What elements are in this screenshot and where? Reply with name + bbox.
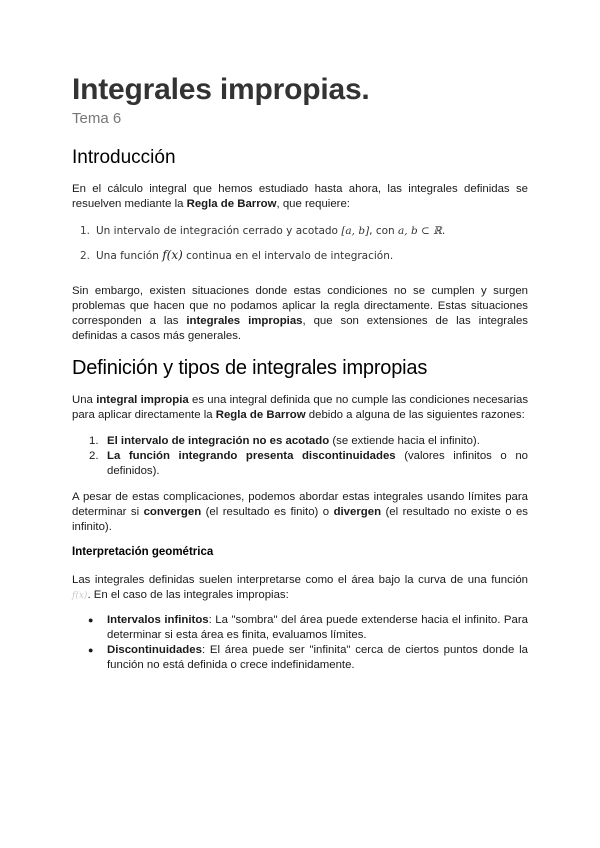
intro-heading: Introducción [72,147,176,168]
text-run: continua en el intervalo de integración. [182,250,394,262]
text-run: Un intervalo de integración cerrado y acotado [96,225,342,237]
bullet-icon: ● [88,645,94,655]
requirement-item-1 [80,224,445,238]
requirement-item-2 [80,248,393,263]
text-run: , con [369,225,399,237]
list-item [72,643,528,673]
text-run: . [441,225,446,237]
bold-term: Intervalos infinitos [107,614,209,626]
bold-term: Regla de Barrow [186,198,277,210]
interpretation-list [72,613,528,673]
list-item [72,434,528,449]
text-run: (valores infinitos o no definidos). [107,450,528,477]
bold-term: El intervalo de integración no es acotado [107,435,330,447]
math-expression: a, b ⊂ ℝ [398,225,442,237]
reasons-list [72,434,528,479]
document-subtitle: Tema 6 [72,110,122,127]
intro-paragraph-1 [72,182,528,212]
text-run: debido a alguna de las siguientes razones: [305,409,525,421]
bullet-icon: ● [88,615,94,625]
text-run: Sin embargo, existen situaciones donde estas condiciones no se cumplen y surgen problemas que hacen que no podamos aplicar la regla directamente. Estas situaciones corresponden a las [72,285,528,327]
list-item [72,613,528,643]
text-run: (se extiende hacia el infinito). [329,435,480,447]
geometric-paragraph [72,573,528,604]
list-number: 2. [80,250,91,262]
bold-term: Discontinuidades [107,644,202,656]
text-run: Una [72,394,97,406]
document-title: Integrales impropias. [72,73,370,106]
text-run: es una integral definida que no cumple las condiciones necesarias para aplicar directamente la [72,394,529,421]
math-expression: f(x) [72,591,88,601]
text-run: Las integrales definidas suelen interpretarse como el área bajo la curva de una función [72,574,528,586]
bold-term: integrales impropias [186,315,303,327]
intro-paragraph-2 [72,284,528,344]
bold-term: convergen [143,506,202,518]
bold-term: Regla de Barrow [215,409,306,421]
text-run: En el cálculo integral que hemos estudiado hasta ahora, las integrales definidas se resuelven mediante la [72,183,528,210]
limits-paragraph [72,490,528,535]
definition-heading: Definición y tipos de integrales impropias [72,357,428,379]
definition-paragraph [72,393,528,423]
text-run: Una función [96,250,163,262]
text-run: , que son extensiones de las integrales definidas a casos más generales. [72,315,528,342]
bold-term: La función integrando presenta discontinuidades [107,450,396,462]
text-run: : La "sombra" del área puede extenderse hacia el infinito. Para determinar si esta área es finita, evaluamos límites. [107,614,528,641]
list-number: 1. [80,225,91,237]
text-run: , que requiere: [276,198,350,210]
math-expression: [a, b] [341,225,370,237]
text-run: (el resultado es finito) o [201,506,334,518]
list-number: 2. [89,450,99,462]
list-item [72,449,528,479]
text-run: (el resultado no existe o es infinito). [72,506,528,533]
list-number: 1. [89,435,99,447]
text-run: . En el caso de las integrales impropias: [87,589,289,601]
math-expression: f(x) [162,248,183,262]
bold-term: integral impropia [96,394,189,406]
text-run: A pesar de estas complicaciones, podemos abordar estas integrales usando límites para determinar si [72,491,528,518]
geometric-heading: Interpretación geométrica [72,546,214,558]
bold-term: divergen [333,506,382,518]
text-run: : El área puede ser "infinita" cerca de ciertos puntos donde la función no está definida o crece indefinidamente. [107,644,528,671]
